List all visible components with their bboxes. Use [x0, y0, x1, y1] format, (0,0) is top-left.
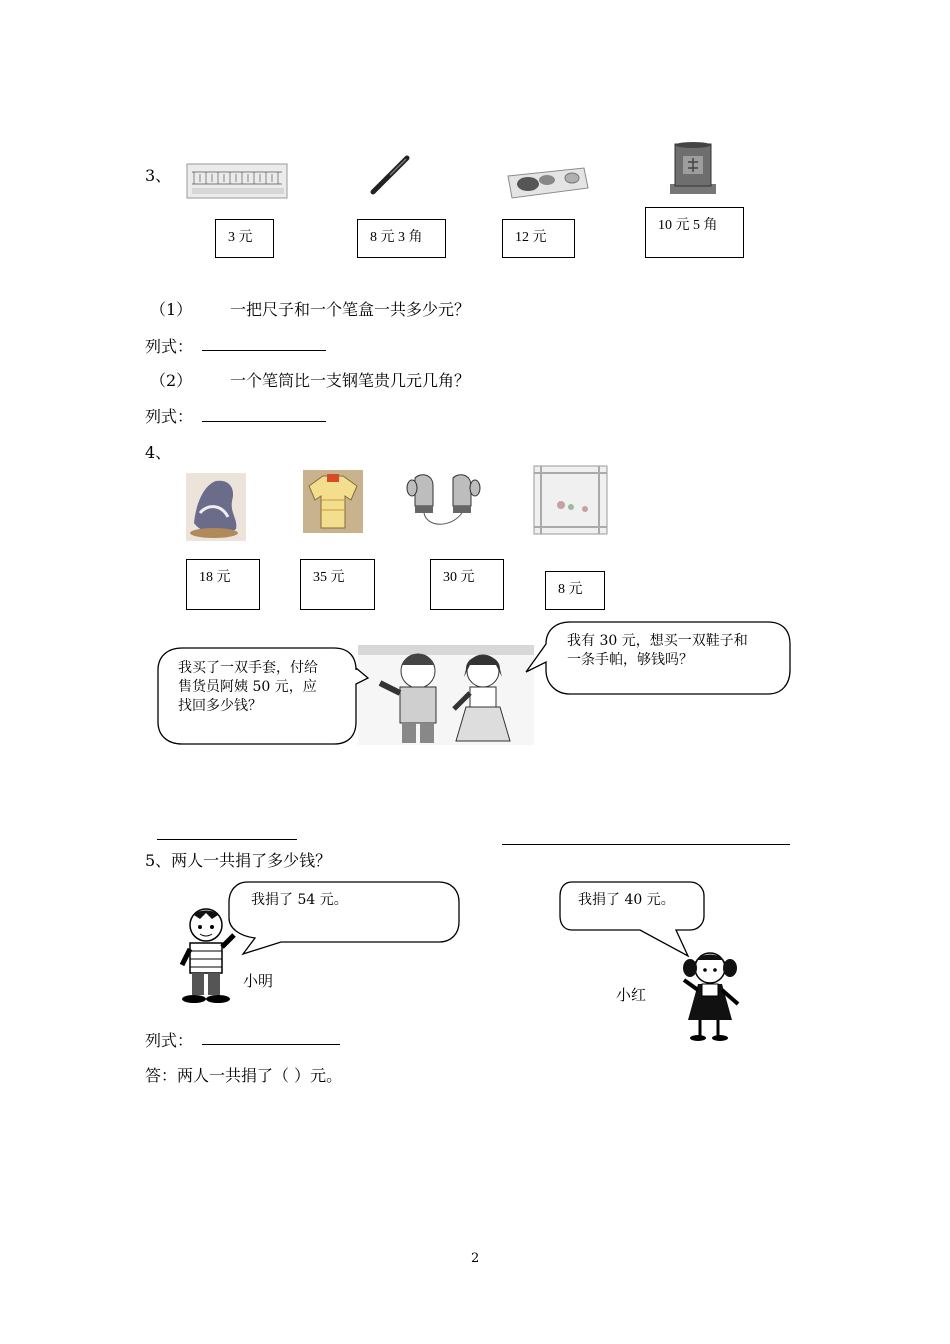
price-box-handkerchief: 8 元: [545, 571, 605, 610]
q5-formula-label: 列式：: [145, 1031, 194, 1050]
boy-xiaoming-figure: [172, 905, 242, 1005]
price-box-gloves: 30 元: [430, 559, 504, 610]
children-illustration: [358, 645, 534, 745]
q3-sub1-text: 一把尺子和一个笔盒一共多少元？: [230, 300, 471, 319]
q5-answer: 答：两人一共捐了（ ）元。: [145, 1066, 343, 1085]
q3-number: 3、: [145, 166, 172, 185]
gloves-icon: [403, 470, 483, 530]
sweater-icon: [303, 470, 363, 533]
answer-line[interactable]: [202, 1044, 340, 1045]
girl-xiaohong-figure: [674, 948, 754, 1044]
q5-title: 5、两人一共捐了多少钱？: [145, 851, 332, 870]
price-box-pen-holder: 10 元 5 角: [645, 207, 744, 258]
q3-sub2-text: 一个笔筒比一支钢笔贵几元几角？: [230, 371, 471, 390]
answer-line[interactable]: [202, 350, 326, 351]
bubble-left-line3: 找回多少钱？: [178, 698, 262, 714]
bubble-left-line1: 我买了一双手套，付给: [178, 660, 318, 676]
handkerchief-icon: [533, 465, 608, 535]
pen-icon: [366, 154, 412, 198]
q4-number: 4、: [145, 443, 172, 462]
answer-line[interactable]: [157, 839, 297, 840]
bubble-left-line2: 售货员阿姨 50 元，应: [178, 679, 317, 695]
girl-speech: 我捐了 40 元。: [578, 892, 675, 908]
boy-speech: 我捐了 54 元。: [251, 892, 348, 908]
ruler-icon: [186, 162, 290, 202]
bubble-right-line1: 我有 30 元，想买一双鞋子和: [567, 633, 748, 649]
price-box-ruler: 3 元: [215, 219, 274, 258]
q3-sub2-label: （2）: [150, 371, 193, 390]
bubble-right-line2: 一条手帕，够钱吗？: [567, 652, 693, 668]
price-box-sweater: 35 元: [300, 559, 375, 610]
answer-line[interactable]: [502, 844, 790, 845]
q3-formula2-label: 列式：: [145, 407, 194, 426]
price-box-pencil-case: 12 元: [502, 219, 575, 258]
q3-sub1-label: （1）: [150, 300, 193, 319]
answer-line[interactable]: [202, 421, 326, 422]
page-number: 2: [471, 1251, 480, 1266]
price-box-shoes: 18 元: [186, 559, 260, 610]
girl-name: 小红: [616, 986, 647, 1004]
boy-name: 小明: [243, 972, 274, 990]
q3-formula1-label: 列式：: [145, 337, 194, 356]
pencil-case-icon: [502, 162, 590, 202]
shoes-icon: [186, 473, 246, 541]
pen-holder-icon: [668, 140, 718, 196]
price-box-pen: 8 元 3 角: [357, 219, 446, 258]
